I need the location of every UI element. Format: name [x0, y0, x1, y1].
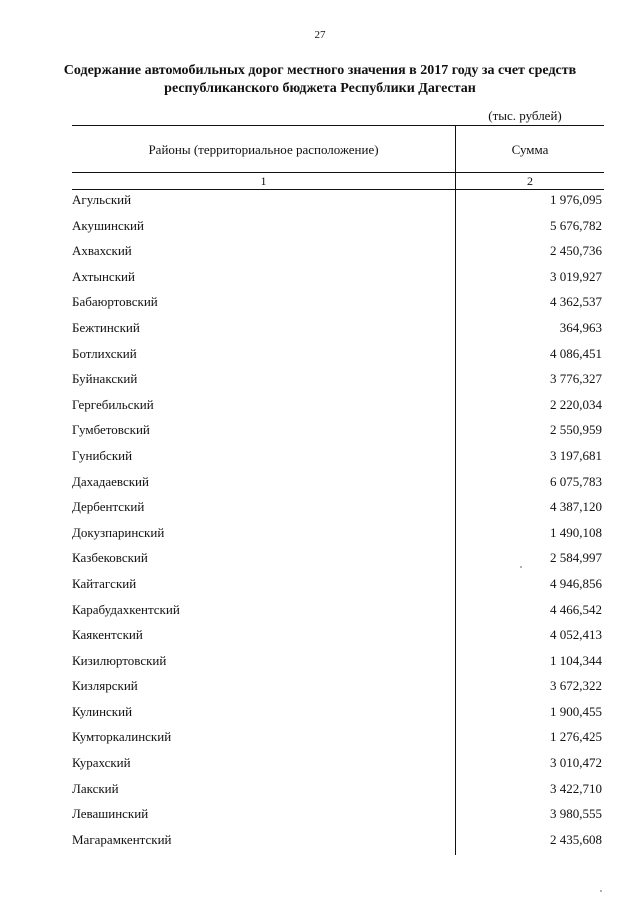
district-name: Казбековский	[72, 550, 148, 566]
district-name: Кизлярский	[72, 678, 138, 694]
amount-value: 4 086,451	[550, 345, 602, 361]
number-row-rule	[72, 189, 604, 190]
table-row	[72, 191, 604, 217]
district-name: Гунибский	[72, 447, 133, 463]
amount-value: 2 550,959	[550, 422, 602, 438]
district-name: Докузпаринский	[72, 524, 165, 540]
table-row	[72, 319, 604, 345]
district-name: Курахский	[72, 755, 131, 771]
table-row	[72, 677, 604, 703]
district-name: Акушинский	[72, 217, 144, 233]
title-line-1: Содержание автомобильных дорог местного значения в 2017 году за счет средств	[63, 63, 577, 78]
amount-value: 4 052,413	[550, 627, 602, 643]
amount-value: 4 946,856	[550, 575, 602, 591]
amount-value: 3 776,327	[550, 371, 602, 387]
table-row	[72, 728, 604, 754]
amount-value: 4 387,120	[550, 499, 602, 515]
district-name: Магарамкентский	[72, 831, 172, 847]
amount-value: 1 976,095	[550, 192, 602, 207]
unit-label: (тыс. рублей)	[488, 108, 562, 123]
district-name: Бабаюртовский	[72, 294, 158, 310]
amount-value: 364,963	[559, 319, 602, 335]
district-name: Ахтынский	[72, 268, 135, 284]
table-body	[72, 191, 604, 856]
amount-value: 4 466,542	[550, 601, 602, 617]
district-name: Каякентский	[72, 627, 143, 643]
district-name: Лакский	[72, 780, 119, 796]
district-name: Кайтагский	[72, 575, 137, 591]
document-title	[60, 62, 580, 98]
amount-value: 1 276,425	[550, 729, 602, 745]
table-row	[72, 831, 604, 857]
district-name: Ахвахский	[72, 243, 132, 259]
amount-column-number: 2	[527, 174, 533, 188]
district-name: Агульский	[72, 192, 132, 207]
district-column-header: Районы (территориальное расположение)	[148, 142, 379, 157]
table-row	[72, 549, 604, 575]
district-name: Дахадаевский	[72, 473, 149, 489]
table-row	[72, 396, 604, 422]
scan-speck	[520, 566, 522, 568]
table-row	[72, 473, 604, 499]
amount-value: 2 584,997	[550, 550, 602, 566]
table-row	[72, 345, 604, 371]
district-name: Гергебильский	[72, 396, 154, 412]
district-name: Ботлихский	[72, 345, 137, 361]
amount-value: 3 422,710	[550, 780, 602, 796]
amount-value: 1 900,455	[550, 703, 602, 719]
amount-value: 2 435,608	[550, 831, 602, 847]
amount-value: 4 362,537	[550, 294, 602, 310]
table-row	[72, 242, 604, 268]
district-name: Кулинский	[72, 703, 133, 719]
amount-value: 3 010,472	[550, 755, 602, 771]
table-row	[72, 293, 604, 319]
table-row	[72, 626, 604, 652]
district-name: Бежтинский	[72, 319, 140, 335]
amount-value: 2 220,034	[550, 396, 602, 412]
table-row	[72, 421, 604, 447]
district-name: Левашинский	[72, 806, 149, 822]
table-row	[72, 652, 604, 678]
district-name: Гумбетовский	[72, 422, 150, 438]
amount-value: 5 676,782	[550, 217, 602, 233]
table-row	[72, 268, 604, 294]
amount-value: 3 980,555	[550, 806, 602, 822]
amount-column-header: Сумма	[511, 142, 549, 157]
table-row	[72, 370, 604, 396]
table-row	[72, 575, 604, 601]
scan-speck	[600, 890, 602, 892]
amount-value: 2 450,736	[550, 243, 602, 259]
district-name: Дербентский	[72, 499, 145, 515]
page-number: 27	[314, 29, 326, 41]
table-row	[72, 780, 604, 806]
district-name: Карабудахкентский	[72, 601, 180, 617]
amount-value: 6 075,783	[550, 473, 602, 489]
table-row	[72, 217, 604, 243]
district-name: Кумторкалинский	[72, 729, 172, 745]
district-name: Буйнакский	[72, 371, 138, 387]
amount-value: 1 490,108	[550, 524, 602, 540]
table-row	[72, 601, 604, 627]
district-name: Кизилюртовский	[72, 652, 167, 668]
table-row	[72, 524, 604, 550]
amount-value: 1 104,344	[550, 652, 602, 668]
table-row	[72, 754, 604, 780]
district-column-number: 1	[260, 174, 267, 188]
amount-value: 3 672,322	[550, 678, 602, 694]
title-line-2: республиканского бюджета Республики Дагестан	[164, 81, 476, 96]
table-row	[72, 805, 604, 831]
amount-value: 3 019,927	[550, 268, 602, 284]
table-row	[72, 447, 604, 473]
table-row	[72, 498, 604, 524]
amount-value: 3 197,681	[550, 447, 602, 463]
table-row	[72, 703, 604, 729]
table-top-rule	[72, 125, 604, 126]
